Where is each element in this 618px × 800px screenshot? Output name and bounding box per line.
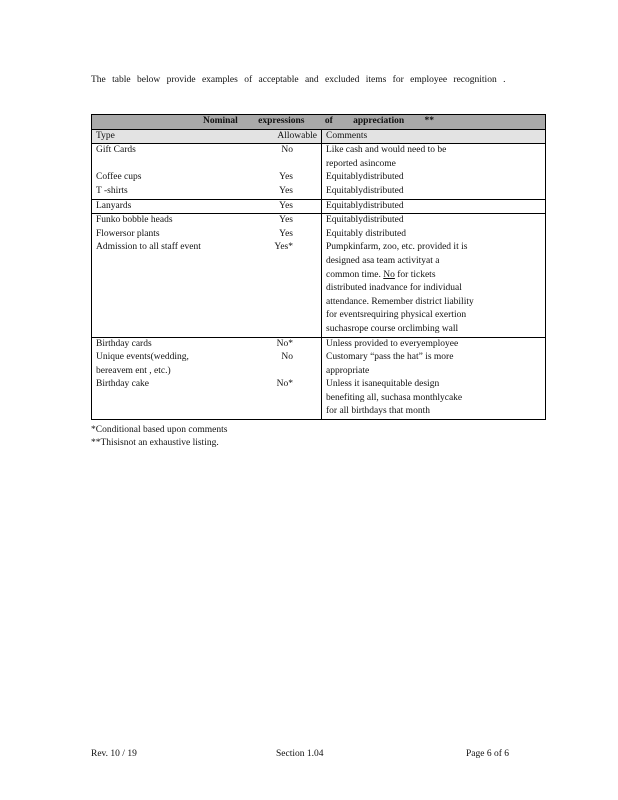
header-type: Type [92,129,250,144]
comment-line: Like cash and would need to be [326,145,447,156]
type-cell: Coffee cups [92,171,250,185]
allowable-cell: Yes [250,171,322,185]
type-cell: Birthday cards [92,337,250,351]
table-row [92,228,546,242]
table-row [92,351,546,378]
table-row [92,378,546,419]
comment-line: suchasrope course orclimbing wall [326,323,459,334]
type-cell: T -shirts [92,185,250,199]
allowable-cell: Yes* [250,241,322,337]
intro-paragraph: The table below provide examples of acceptable and excluded items for employee recognition . [91,75,506,85]
allowable-cell: No* [250,337,322,351]
type-cell: Lanyards [92,199,250,214]
comments-cell [322,378,546,419]
allowable-cell: Yes [250,185,322,199]
appreciation-table [91,114,546,420]
comment-line: appropriate [326,365,370,376]
comments-cell [322,351,546,378]
comments-cell: Unless provided to everyemployee [322,337,546,351]
footer-page-number: Page 6 of 6 [466,749,510,759]
footer-section: Section 1.04 [276,749,324,759]
table-row [92,241,546,337]
comment-line: for all birthdays that month [326,406,430,417]
footnotes [91,424,227,450]
comments-cell: Equitablydistributed [322,199,546,214]
type-cell: Admission to all staff event [92,241,250,337]
allowable-cell: No [250,144,322,172]
comments-cell: Equitablydistributed [322,214,546,228]
allowable-cell: Yes [250,214,322,228]
table-title-row [92,115,546,130]
comment-line: attendance. Remember district liability [326,296,474,307]
allowable-cell: No* [250,378,322,419]
table-row [92,144,546,172]
table-row [92,199,546,214]
footnote-conditional: *Conditional based upon comments [91,425,228,435]
allowable-cell: No [250,351,322,378]
type-line: Unique events(wedding, [96,352,189,363]
type-cell: Funko bobble heads [92,214,250,228]
comment-underlined: No [383,269,395,280]
type-cell: Birthday cake [92,378,250,419]
comment-line: for eventsrequiring physical exertion [326,310,467,321]
type-cell: Flowersor plants [92,228,250,242]
allowable-cell: Yes [250,199,322,214]
table-row [92,337,546,351]
table-row [92,185,546,199]
table-title: Nominal expressions of appreciation ** [92,115,546,130]
comment-line [326,269,541,283]
comments-cell: Equitablydistributed [322,171,546,185]
comment-line: designed asa team activityat a [326,255,440,266]
comments-cell: Equitablydistributed [322,185,546,199]
comment-line: Customary “pass the hat” is more [326,352,454,363]
header-comments: Comments [322,129,546,144]
comment-line: Pumpkinfarm, zoo, etc. provided it is [326,242,468,253]
type-cell: Gift Cards [92,144,250,172]
allowable-cell: Yes [250,228,322,242]
comment-fragment: for tickets [397,269,436,280]
type-cell [92,351,250,378]
comment-line: benefiting all, suchasa monthlycake [326,392,463,403]
comment-line: distributed inadvance for individual [326,283,462,294]
comments-cell [322,144,546,172]
type-line: bereavem ent , etc.) [96,365,171,376]
table-row [92,171,546,185]
comment-fragment: common time. [326,269,381,280]
comments-cell [322,241,546,337]
table-row [92,214,546,228]
table-header-row [92,129,546,144]
comment-line: Unless it isanequitable design [326,379,440,390]
comments-cell: Equitably distributed [322,228,546,242]
footer-revision: Rev. 10 / 19 [91,749,137,759]
header-allowable: Allowable [250,129,322,144]
comment-line: reported asincome [326,158,396,169]
footnote-not-exhaustive: **Thisisnot an exhaustive listing. [91,438,219,448]
